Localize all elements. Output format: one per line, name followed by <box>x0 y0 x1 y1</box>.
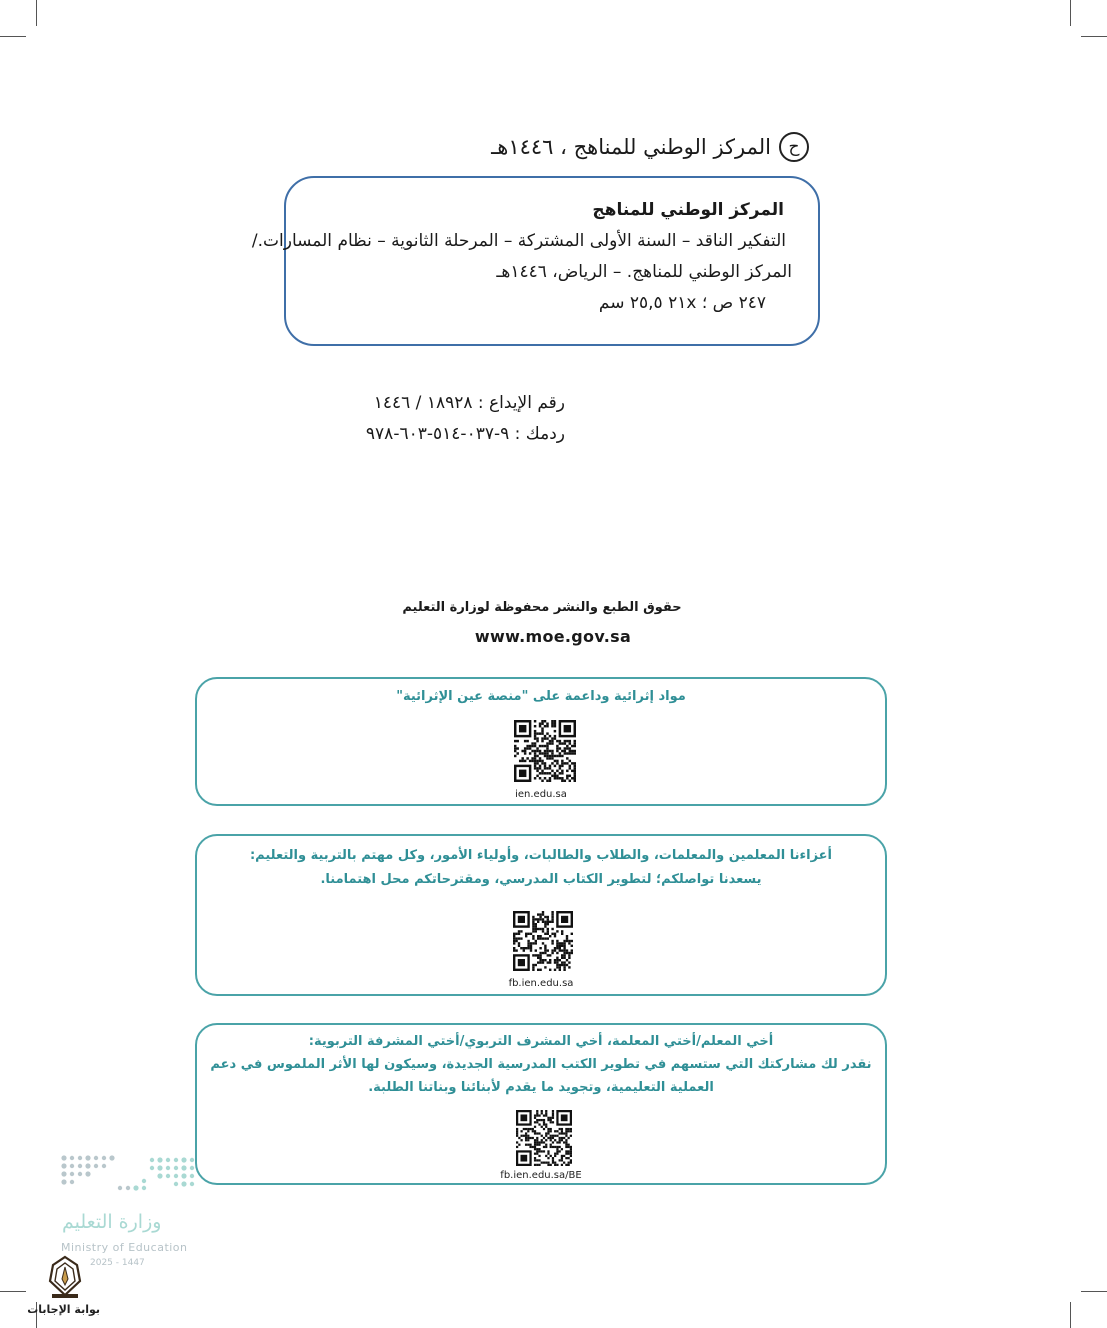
crop-mark <box>1070 1302 1071 1328</box>
qr-code[interactable] <box>516 1110 572 1166</box>
ministry-logo-icon <box>60 1152 196 1200</box>
crop-mark <box>0 36 26 37</box>
box-text: مواد إثرائية وداعمة على "منصة عين الإثرائية" <box>396 689 686 704</box>
watermark-label: بوابة الإجابات <box>27 1303 100 1316</box>
box-text: العملية التعليمية، وتجويد ما يقدم لأبنائنا وبناتنا الطلبة. <box>368 1080 714 1095</box>
qr-caption: ien.edu.sa <box>515 789 567 800</box>
crop-mark <box>1070 0 1071 26</box>
catalog-title: التفكير الناقد – السنة الأولى المشتركة – المرحلة الثانوية – نظام المسارات./ <box>251 231 786 251</box>
catalog-publisher: المركز الوطني للمناهج. – الرياض، ١٤٤٦هـ <box>496 262 792 282</box>
catalog-extent: ٢٤٧ ص ؛ ٢١x ٢٥,٥ سم <box>598 293 766 313</box>
deposit-number: رقم الإيداع : ١٨٩٢٨ / ١٤٤٦ <box>373 393 565 413</box>
box-text: يسعدنا تواصلكم؛ لتطوير الكتاب المدرسي، ومقترحاتكم محل اهتمامنا. <box>320 872 762 887</box>
ministry-website: www.moe.gov.sa <box>474 627 632 646</box>
box-text: أعزاءنا المعلمين والمعلمات، والطلاب والطالبات، وأولياء الأمور، وكل مهتم بالتربية والتعليم: <box>249 848 833 863</box>
qr-code[interactable] <box>513 911 573 971</box>
crop-mark <box>1081 1291 1107 1292</box>
crop-mark <box>0 1291 26 1292</box>
pen-emblem-icon <box>44 1255 86 1299</box>
copyright-text: المركز الوطني للمناهج ، ١٤٤٦هـ <box>491 135 771 159</box>
copyright-icon: ح <box>779 132 809 162</box>
qr-caption: fb.ien.edu.sa/BE <box>500 1170 582 1181</box>
qr-code[interactable] <box>514 720 576 782</box>
ministry-logo-arabic: وزارة التعليم <box>62 1211 162 1233</box>
catalog-author: المركز الوطني للمناهج <box>592 200 784 220</box>
cataloging-box <box>251 176 820 346</box>
copyright-line <box>491 132 809 162</box>
box-text: أخي المعلم/أختي المعلمة، أخي المشرف التربوي/أختي المشرفة التربوية: <box>308 1034 774 1049</box>
ministry-logo-english: Ministry of Education <box>61 1241 188 1254</box>
isbn-number: ردمك : ٩-٠٣٧-٥١٤-٦٠٣-٩٧٨ <box>365 424 565 444</box>
qr-caption: fb.ien.edu.sa <box>508 978 574 989</box>
crop-mark <box>1081 36 1107 37</box>
teacher-feedback-box <box>195 1023 887 1185</box>
crop-mark <box>36 0 37 26</box>
copyright-notice: حقوق الطبع والنشر محفوظة لوزارة التعليم <box>402 600 682 615</box>
enrichment-box <box>195 677 887 806</box>
box-text: نقدر لك مشاركتك التي ستسهم في تطوير الكتب المدرسية الجديدة، وسيكون لها الأثر الملموس في دعم <box>210 1057 872 1072</box>
watermark <box>27 1255 100 1316</box>
ministry-logo-year: 2025 - 1447 <box>90 1258 145 1268</box>
feedback-box <box>195 834 887 996</box>
